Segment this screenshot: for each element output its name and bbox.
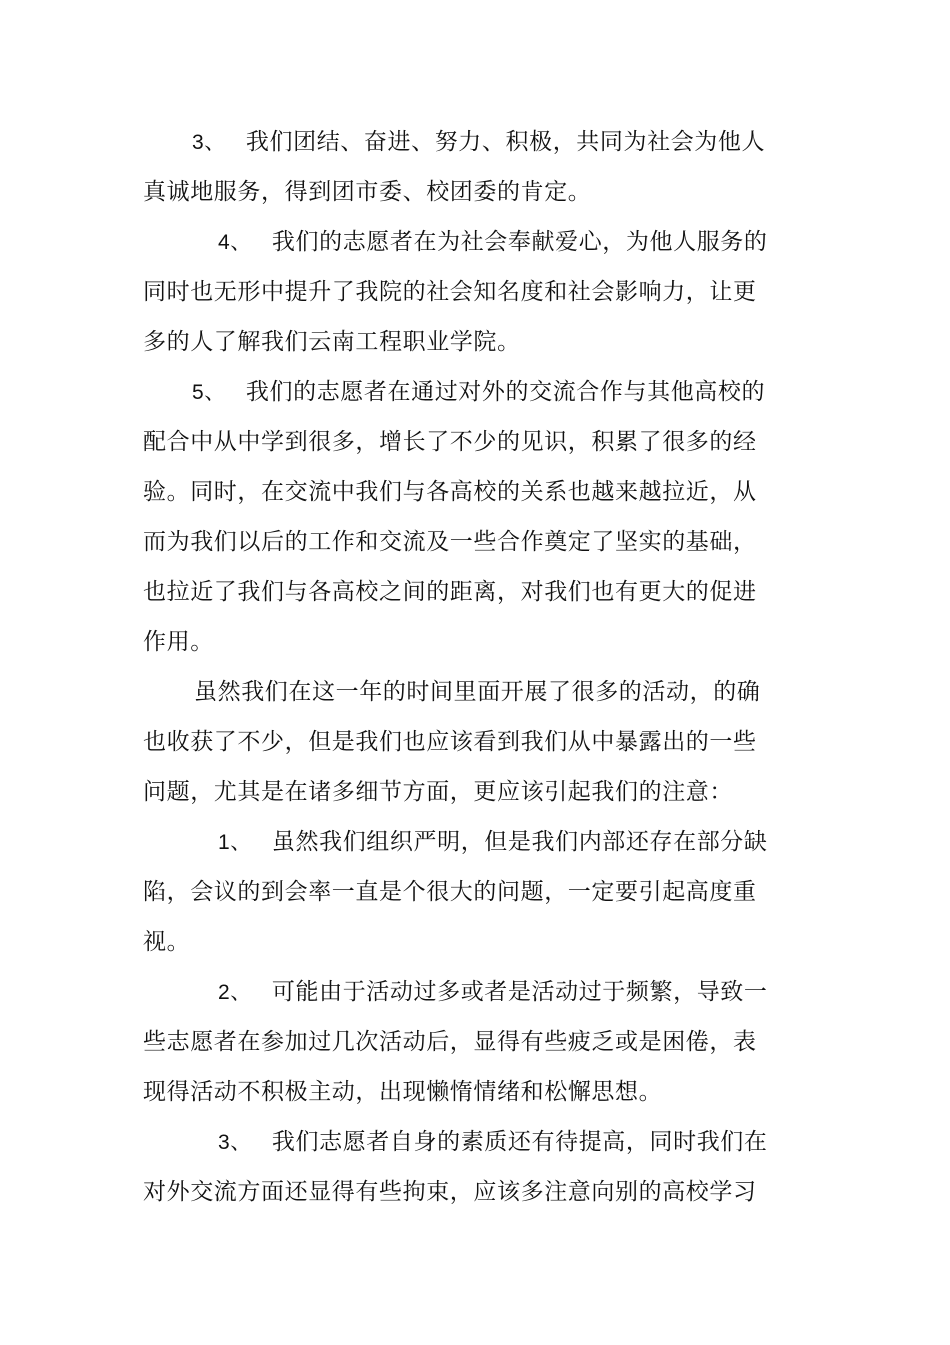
item4-first-line xyxy=(218,227,768,258)
issue1-line-3: 视。 xyxy=(143,929,191,955)
item5-first-line xyxy=(192,377,765,408)
issue1-number: 1、 xyxy=(218,831,252,854)
item5-number: 5、 xyxy=(192,381,226,404)
issue2-line-3: 现得活动不积极主动，出现懒惰情绪和松懈思想。 xyxy=(143,1079,663,1105)
issue3-line-1: 我们志愿者自身的素质还有待提高，同时我们在 xyxy=(271,1129,768,1155)
item3-line-2: 真诚地服务，得到团市委、校团委的肯定。 xyxy=(143,179,592,205)
item3-number: 3、 xyxy=(192,131,226,154)
issue1-first-line xyxy=(218,827,768,858)
item5-line-1: 我们的志愿者在通过对外的交流合作与其他高校的 xyxy=(245,379,766,405)
item4-line-3: 多的人了解我们云南工程职业学院。 xyxy=(143,329,521,355)
issue3-number: 3、 xyxy=(218,1131,252,1154)
item5-line-4: 而为我们以后的工作和交流及一些合作奠定了坚实的基础， xyxy=(143,529,757,555)
issue2-line-2: 些志愿者在参加过几次活动后，显得有些疲乏或是困倦，表 xyxy=(143,1029,757,1055)
item3-line-1: 我们团结、奋进、努力、积极，共同为社会为他人 xyxy=(245,129,766,155)
summary-line-3: 问题，尤其是在诸多细节方面，更应该引起我们的注意： xyxy=(143,779,733,805)
summary-line-2: 也收获了不少，但是我们也应该看到我们从中暴露出的一些 xyxy=(143,729,757,755)
item5-line-3: 验。同时，在交流中我们与各高校的关系也越来越拉近，从 xyxy=(143,479,757,505)
issue3-first-line xyxy=(218,1127,768,1158)
item3-first-line xyxy=(192,127,765,158)
item5-line-2: 配合中从中学到很多，增长了不少的见识，积累了很多的经 xyxy=(143,429,757,455)
issue1-line-2: 陷，会议的到会率一直是个很大的问题，一定要引起高度重 xyxy=(143,879,757,905)
issue1-line-1: 虽然我们组织严明，但是我们内部还存在部分缺 xyxy=(271,829,768,855)
item4-line-2: 同时也无形中提升了我院的社会知名度和社会影响力，让更 xyxy=(143,279,757,305)
item4-line-1: 我们的志愿者在为社会奉献爱心，为他人服务的 xyxy=(271,229,768,255)
issue3-line-2: 对外交流方面还显得有些拘束，应该多注意向别的高校学习 xyxy=(143,1179,757,1205)
issue2-first-line xyxy=(218,977,768,1008)
issue2-number: 2、 xyxy=(218,981,252,1004)
item5-line-6: 作用。 xyxy=(143,629,214,655)
summary-line-1: 虽然我们在这一年的时间里面开展了很多的活动，的确 xyxy=(194,679,761,705)
issue2-line-1: 可能由于活动过多或者是活动过于频繁，导致一 xyxy=(271,979,768,1005)
item4-number: 4、 xyxy=(218,231,252,254)
item5-line-5: 也拉近了我们与各高校之间的距离，对我们也有更大的促进 xyxy=(143,579,757,605)
